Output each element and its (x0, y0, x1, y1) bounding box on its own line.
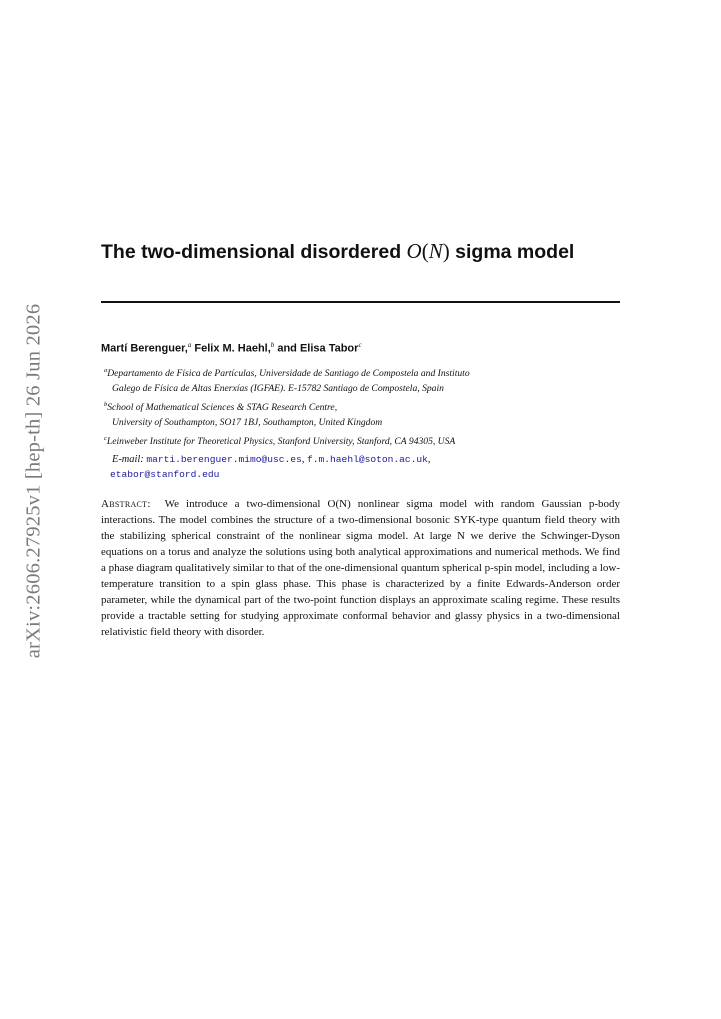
affiliation-line: University of Southampton, SO17 1BJ, Southampton, United Kingdom (112, 417, 383, 429)
affiliation-mark: b (104, 401, 108, 408)
affiliation-line: Galego de Física de Altas Enerxías (IGFAE). E-15782 Santiago de Compostela, Spain (112, 383, 444, 395)
abstract-heading: Abstract: (101, 498, 151, 510)
title-math-paren-close: ) (442, 239, 450, 263)
title-math-o: O (406, 239, 422, 263)
affiliation-a (104, 363, 624, 396)
title-math-n: N (428, 239, 443, 263)
title-math (407, 239, 450, 263)
email-link-berenguer[interactable]: marti.berenguer.mimo@usc.es (146, 454, 302, 465)
author-list (101, 341, 362, 355)
author-name: and Elisa Tabor (274, 342, 359, 355)
author-name: Felix M. Haehl, (191, 342, 271, 355)
email-link-tabor[interactable]: etabor@stanford.edu (110, 469, 220, 480)
email-link-haehl[interactable]: f.m.haehl@soton.ac.uk (307, 454, 428, 465)
author-affil-mark: c (358, 341, 362, 349)
title-text-before: The two-dimensional disordered (101, 241, 407, 263)
title-text-after: sigma model (449, 241, 575, 263)
author-name: Martí Berenguer, (101, 342, 188, 355)
author-affil-mark: a (187, 341, 192, 349)
arxiv-identifier-text: arXiv:2606.27925v1 [hep-th] 26 Jun 2026 (22, 303, 45, 659)
affiliation-mark: c (104, 435, 107, 442)
affiliation-mark: a (104, 367, 108, 374)
email-label: E-mail: (112, 454, 144, 465)
affiliation-c (104, 431, 624, 449)
paper-title (101, 239, 641, 264)
affiliation-line: Leinweber Institute for Theoretical Physics, Stanford University, Stanford, CA 94305, USA (106, 436, 456, 448)
affiliation-b (104, 397, 624, 430)
title-rule (101, 301, 620, 303)
title-math-paren-open: ( (421, 239, 429, 263)
email-separator: , (301, 454, 308, 465)
arxiv-identifier-stamp (21, 296, 47, 666)
affiliation-line: School of Mathematical Sciences & STAG Research Centre, (107, 402, 338, 414)
abstract (101, 496, 620, 640)
email-line (112, 451, 431, 468)
author-affil-mark: b (270, 341, 275, 349)
affiliation-line: Departamento de Física de Partículas, Universidade de Santiago de Compostela and Instituto (107, 368, 470, 380)
abstract-text: We introduce a two-dimensional O(N) nonlinear sigma model with random Gaussian p-body interactions. The model combines the structure of a two-dimensional bosonic SYK-type quantum field theory with the stabilizing spherical constraint of the nonlinear sigma model. At large N we derive the Schwinger-Dyson equations on a torus and analyze the solutions using both analytical approximations and numerical methods. We find a phase diagram qualitatively similar to that of the one-dimensional quantum spherical p-spin model, including a low-temperature transition to a spin glass phase. This phase is characterized by a finite Edwards-Anderson order parameter, while the dynamical part of the two-point function displays an approximate scaling regime. These results provide a tractable setting for studying approximate conformal behavior and glassy physics in a two-dimensional relativistic field theory with disorder. (101, 498, 621, 638)
email-separator: , (427, 454, 431, 465)
